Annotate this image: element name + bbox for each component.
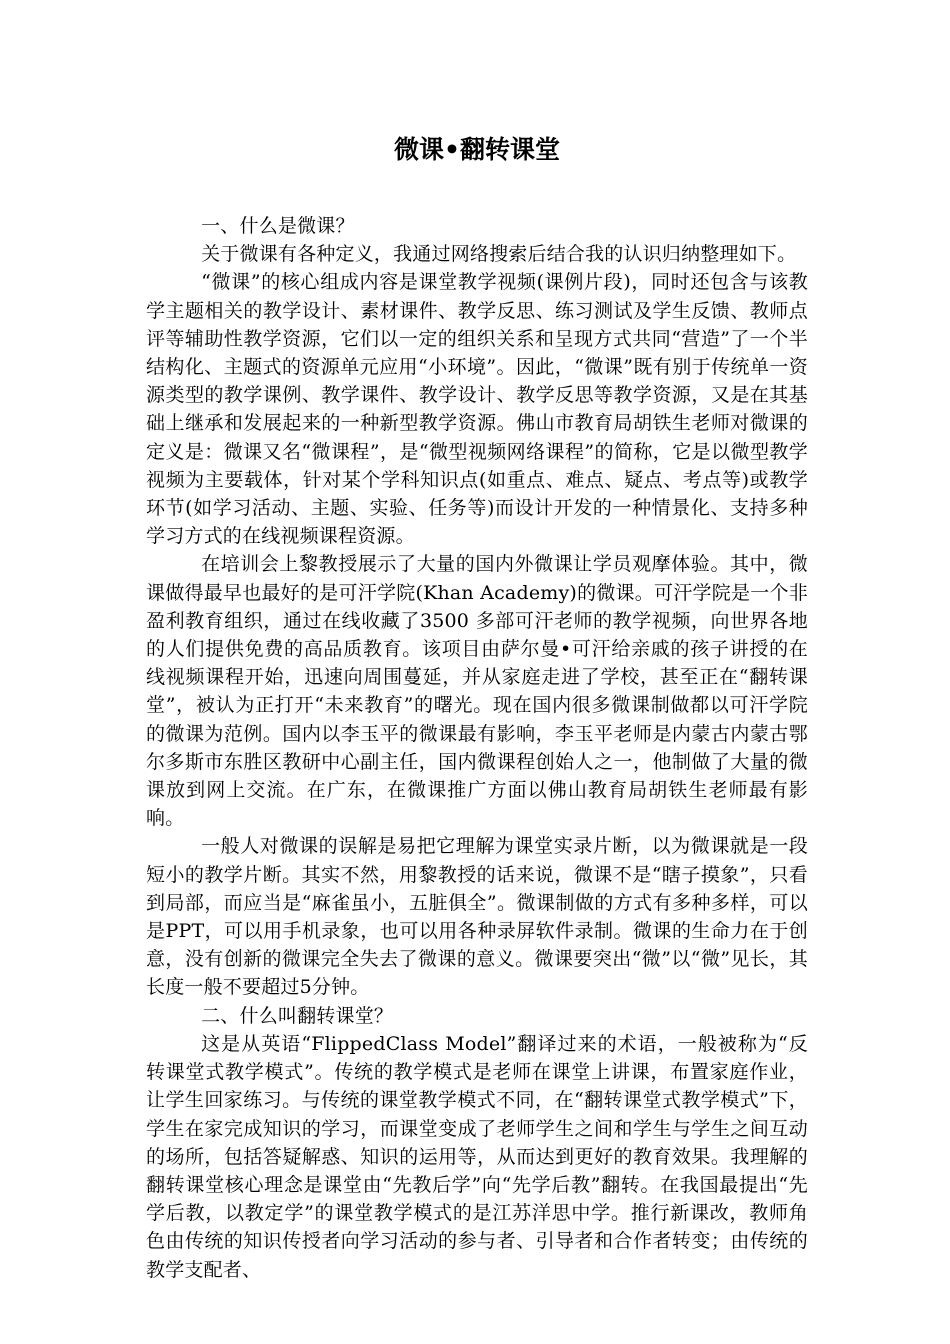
paragraph-misunderstanding: 一般人对微课的误解是易把它理解为课堂实录片断，以为微课就是一段短小的教学片断。其实不然，用黎教授的话来说，微课不是“瞎子摸象”，只看到局部，而应当是“麻雀虽小，五脏俱全”。微课制做的方式有多种多样，可以是PPT，可以用手机录象，也可以用各种录屏软件录制。微课的生命力在于创意，没有创新的微课完全失去了微课的意义。微课要突出“微”以“微”见长，其长度一般不要超过5分钟。: [146, 835, 808, 999]
section-heading-what-is-micro-lecture: 一、什么是微课？: [201, 215, 355, 237]
document-page: [146, 130, 808, 1284]
paragraph-intro: 关于微课有各种定义，我通过网络搜索后结合我的认识归纳整理如下。: [201, 243, 797, 266]
paragraph-khan-academy: 在培训会上黎教授展示了大量的国内外微课让学员观摩体验。其中，微课做得最早也最好的是可汗学院(Khan Academy)的微课。可汗学院是一个非盈利教育组织，通过在线收藏了3500 多部可汗老师的教学视频，向世界各地的人们提供免费的高品质教育。该项目由萨尔曼•可汗给亲戚的孩子讲授的在线视频课程开始，迅速向周围蔓延，并从家庭走进了学校，甚至正在“翻转课堂”，被认为正打开“未来教育”的曙光。现在国内很多微课制做都以可汗学院的微课为范例。国内以李玉平的微课最有影响，李玉平老师是内蒙古内蒙古鄂尔多斯市东胜区教研中心副主任，国内微课程创始人之一，他制做了大量的微课放到网上交流。在广东，在微课推广方面以佛山教育局胡铁生老师最有影响。: [146, 553, 808, 830]
paragraph-definition: “微课”的核心组成内容是课堂教学视频(课例片段)，同时还包含与该教学主题相关的教学设计、素材课件、教学反思、练习测试及学生反馈、教师点评等辅助性教学资源，它们以一定的组织关系和呈现方式共同“营造”了一个半结构化、主题式的资源单元应用“小环境”。因此，“微课”既有别于传统单一资源类型的教学课例、教学课件、教学设计、教学反思等教学资源，又是在其基础上继承和发展起来的一种新型教学资源。佛山市教育局胡铁生老师对微课的定义是：微课又名“微课程”，是“微型视频网络课程”的简称，它是以微型教学视频为主要载体，针对某个学科知识点(如重点、难点、疑点、考点等)或教学环节(如学习活动、主题、实验、任务等)而设计开发的一种情景化、支持多种学习方式的在线视频课程资源。: [146, 271, 808, 548]
section-heading-flipped-classroom: 二、什么叫翻转课堂？: [201, 1004, 394, 1027]
document-title: 微课•翻转课堂: [394, 135, 560, 164]
paragraph-flipped-classroom: 这是从英语“FlippedClass Model”翻译过来的术语，一般被称为“反转课堂式教学模式”。传统的教学模式是老师在课堂上讲课，布置家庭作业，让学生回家练习。与传统的课堂教学模式不同，在“翻转课堂式教学模式”下，学生在家完成知识的学习，而课堂变成了老师学生之间和学生与学生之间互动的场所，包括答疑解惑、知识的运用等，从而达到更好的教育效果。我理解的翻转课堂核心理念是课堂由“先教后学”向“先学后教”翻转。在我国最提出“先学后教，以教定学”的课堂教学模式的是江苏洋思中学。推行新课改，教师角色由传统的知识传授者向学习活动的参与者、引导者和合作者转变；由传统的教学支配者、: [146, 1032, 808, 1281]
